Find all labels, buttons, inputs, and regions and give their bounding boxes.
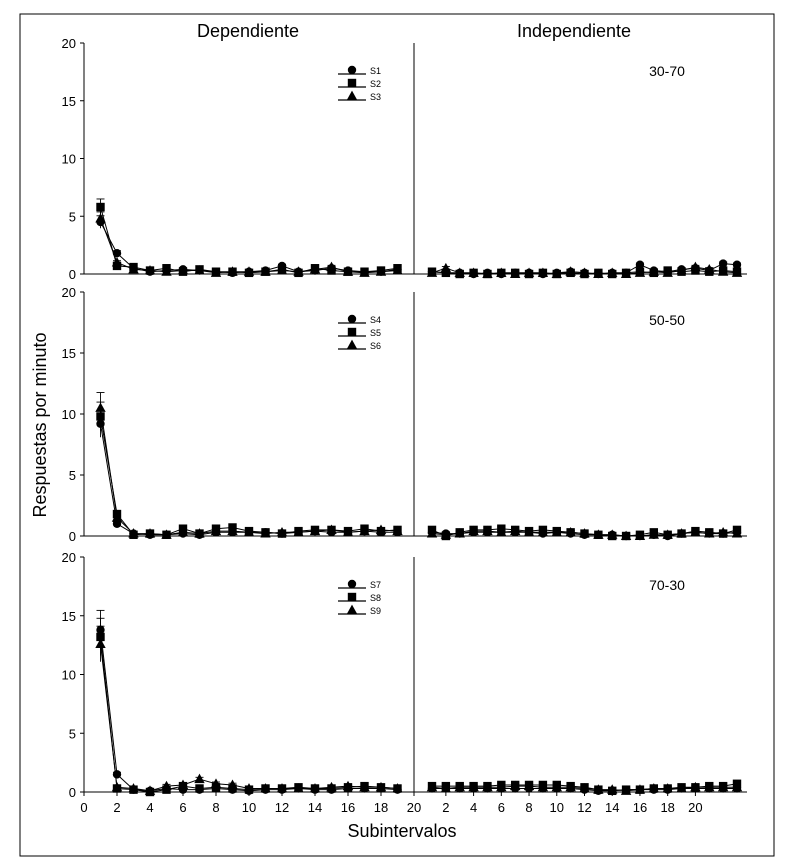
x-tick-label: 2	[113, 800, 121, 815]
legend-label-S7: S7	[370, 580, 382, 590]
legend-label-S8: S8	[370, 593, 382, 603]
y-tick-label: 15	[61, 93, 76, 109]
y-axis-label: Respuestas por minuto	[30, 332, 50, 518]
column-title-independent: Independiente	[516, 21, 632, 41]
y-tick-label: 20	[61, 36, 76, 51]
y-tick-label: 5	[68, 468, 76, 483]
x-tick-label: 20	[406, 800, 422, 815]
x-tick-label: 14	[604, 800, 620, 815]
x-tick-label: 12	[577, 800, 592, 815]
data-point-S8	[195, 784, 203, 792]
legend-label-S6: S6	[370, 341, 382, 351]
x-tick-label: 8	[525, 800, 533, 815]
x-tick-label: 10	[549, 800, 565, 815]
legend-marker-S1	[348, 66, 356, 74]
legend-label-S2: S2	[370, 79, 382, 89]
y-tick-label: 0	[68, 529, 76, 544]
y-tick-label: 20	[61, 550, 76, 565]
x-tick-label: 8	[212, 800, 220, 815]
x-tick-label: 12	[274, 800, 290, 815]
condition-label: 50-50	[649, 312, 685, 328]
x-tick-label: 16	[340, 800, 356, 815]
x-tick-label: 16	[632, 800, 648, 815]
legend-marker-S2	[348, 79, 356, 87]
legend-label-S4: S4	[370, 315, 382, 325]
condition-label: 30-70	[649, 63, 685, 79]
y-tick-label: 15	[61, 346, 76, 361]
x-tick-label: 18	[373, 800, 389, 815]
y-tick-label: 15	[61, 608, 76, 624]
x-tick-label: 6	[179, 800, 187, 815]
y-tick-label: 10	[61, 151, 76, 167]
y-tick-label: 0	[68, 267, 76, 282]
x-tick-label: 14	[307, 800, 323, 815]
y-tick-label: 0	[68, 785, 76, 800]
legend-marker-S8	[348, 593, 356, 601]
condition-label: 70-30	[649, 577, 685, 593]
x-tick-label: 20	[688, 800, 703, 815]
x-tick-label: 4	[469, 800, 478, 815]
legend-marker-S5	[348, 328, 356, 336]
legend-marker-S7	[348, 580, 356, 588]
x-axis-label: Subintervalos	[347, 821, 457, 841]
data-point-S2	[96, 203, 104, 211]
x-tick-label: 10	[241, 800, 257, 815]
legend-marker-S4	[348, 315, 356, 323]
x-tick-label: 0	[80, 800, 88, 815]
y-tick-label: 10	[61, 407, 76, 422]
x-tick-label: 2	[442, 800, 450, 815]
legend-label-S1: S1	[370, 66, 382, 76]
legend-label-S9: S9	[370, 606, 382, 616]
legend-label-S5: S5	[370, 328, 382, 338]
x-tick-label: 6	[497, 800, 505, 815]
y-tick-label: 5	[68, 726, 76, 742]
data-point-S7	[113, 770, 121, 778]
x-tick-label: 4	[146, 800, 154, 815]
x-tick-label: 18	[660, 800, 675, 815]
y-tick-label: 20	[61, 285, 76, 300]
y-tick-label: 10	[61, 667, 76, 683]
column-title-dependent: Dependiente	[196, 21, 300, 41]
legend-label-S3: S3	[370, 92, 382, 102]
y-tick-label: 5	[68, 209, 76, 225]
figure-border	[20, 14, 774, 856]
